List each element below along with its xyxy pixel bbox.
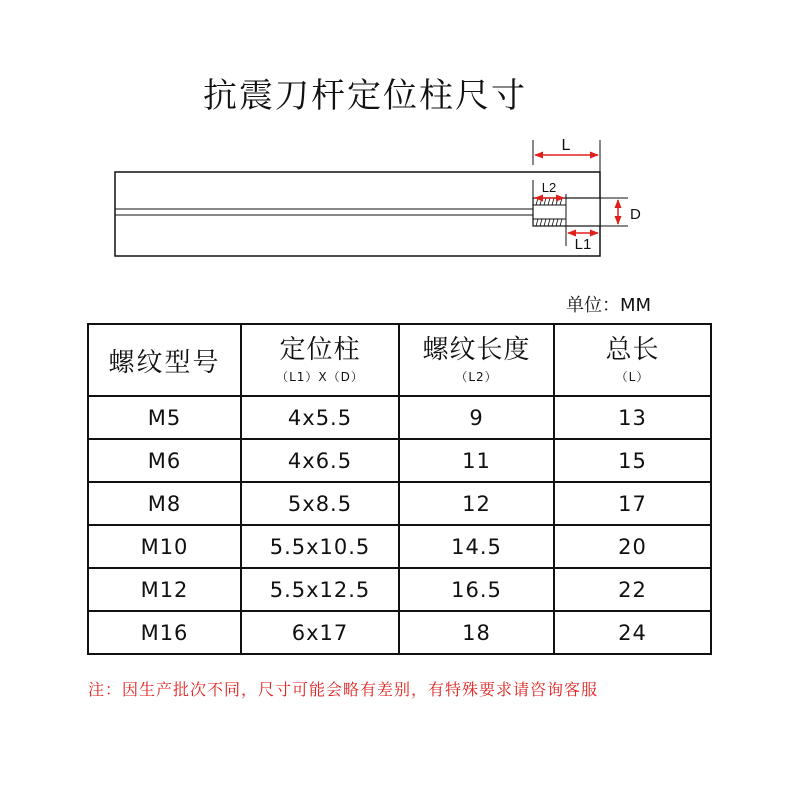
cell-thread-length: 16.5 (399, 568, 554, 611)
table-row (88, 525, 711, 568)
cell-total-length: 17 (554, 482, 711, 525)
page-title: 抗震刀杆定位柱尺寸 (203, 76, 527, 116)
dimension-L1 (566, 226, 600, 253)
label-D: D (630, 206, 641, 223)
cell-thread-model: M10 (88, 525, 241, 568)
header-main: 总长 (605, 335, 660, 365)
cell-thread-model: M16 (88, 611, 241, 654)
label-L2: L2 (541, 180, 557, 195)
cell-positioning-post: 5.5x10.5 (241, 525, 399, 568)
header-sub: （L） (615, 370, 650, 384)
disclaimer-note: 注：因生产批次不同，尺寸可能会略有差别，有特殊要求请咨询客服 (88, 680, 599, 699)
header-main: 螺纹型号 (108, 347, 221, 378)
table-header-row (88, 324, 711, 396)
cell-thread-model: M12 (88, 568, 241, 611)
dimension-diagram (0, 0, 800, 290)
cell-positioning-post: 5.5x12.5 (241, 568, 399, 611)
label-L: L (561, 137, 571, 154)
table-row (88, 396, 711, 439)
cell-thread-length: 12 (399, 482, 554, 525)
cell-total-length: 24 (554, 611, 711, 654)
unit-label: 单位：MM (566, 295, 652, 316)
tool-rod (115, 172, 600, 256)
cell-total-length: 15 (554, 439, 711, 482)
dimension-table (87, 323, 712, 655)
dimension-L2 (533, 180, 566, 198)
dimension-D (600, 198, 641, 226)
cell-positioning-post: 4x5.5 (241, 396, 399, 439)
header-positioning-post (241, 324, 399, 396)
cell-thread-model: M8 (88, 482, 241, 525)
cell-total-length: 20 (554, 525, 711, 568)
header-sub: （L1）X（D） (276, 370, 364, 384)
cell-positioning-post: 4x6.5 (241, 439, 399, 482)
cell-thread-model: M6 (88, 439, 241, 482)
header-main: 螺纹长度 (422, 335, 531, 365)
table-row (88, 482, 711, 525)
cell-total-length: 22 (554, 568, 711, 611)
table-row (88, 439, 711, 482)
cell-positioning-post: 5x8.5 (241, 482, 399, 525)
cell-thread-model: M5 (88, 396, 241, 439)
cell-thread-length: 9 (399, 396, 554, 439)
header-total-length (554, 324, 711, 396)
table-row (88, 611, 711, 654)
cell-positioning-post: 6x17 (241, 611, 399, 654)
positioning-post (533, 198, 600, 226)
header-thread-length (399, 324, 554, 396)
table-row (88, 568, 711, 611)
header-thread-model (88, 324, 241, 396)
label-L1: L1 (574, 236, 592, 253)
cell-thread-length: 18 (399, 611, 554, 654)
cell-total-length: 13 (554, 396, 711, 439)
cell-thread-length: 14.5 (399, 525, 554, 568)
header-sub: （L2） (455, 370, 498, 384)
cell-thread-length: 11 (399, 439, 554, 482)
header-main: 定位柱 (279, 335, 361, 365)
